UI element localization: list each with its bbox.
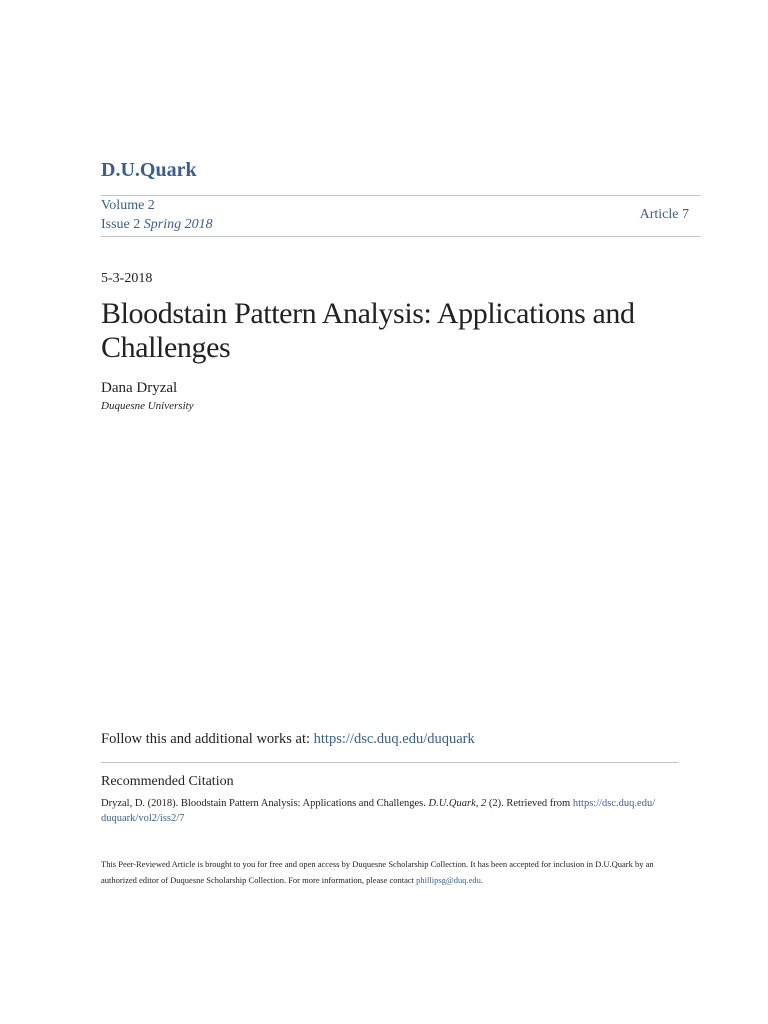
citation-url-line1: https://dsc.duq.edu/ [572,798,656,809]
header-divider-bottom [101,236,701,237]
citation-text-before: Dryzal, D. (2018). Bloodstain Pattern Analysis: Applications and Challenges. [101,798,429,809]
follow-line [101,731,475,748]
issue-label: Issue 2 [101,217,141,232]
footer-note [101,856,661,888]
citation-text [101,796,681,826]
citation-divider [101,762,678,763]
citation-heading: Recommended Citation [101,774,234,789]
article-link[interactable]: Article 7 [639,207,689,222]
author-affiliation: Duquesne University [101,400,194,412]
issue-season: Spring 2018 [143,217,213,232]
citation-journal: D.U.Quark, 2 [428,798,487,809]
follow-text: Follow this and additional works at: [101,731,314,747]
journal-name-link[interactable]: D.U.Quark [101,159,197,181]
header-divider-top [101,195,701,196]
issue-link[interactable] [101,217,213,233]
volume-link[interactable]: Volume 2 [101,198,155,213]
contact-email-link[interactable]: phillipsg@duq.edu [416,875,481,885]
paper-title: Bloodstain Pattern Analysis: Applications and Challenges [101,297,635,364]
collection-url-link[interactable]: https://dsc.duq.edu/duquark [313,731,475,747]
citation-url-line2: duquark/vol2/iss2/7 [101,813,185,824]
author-name: Dana Dryzal [101,380,178,396]
footer-text: This Peer-Reviewed Article is brought to you for free and open access by Duquesne Scholarship Collection. It has been accepted for inclusion in D.U.Quark by an authorized editor of Duquesne Scholarship Collection. For more information, please contact [101,859,654,885]
publication-date: 5-3-2018 [101,271,153,286]
footer-end: . [480,875,483,885]
citation-text-after: (2). Retrieved from [486,798,573,809]
